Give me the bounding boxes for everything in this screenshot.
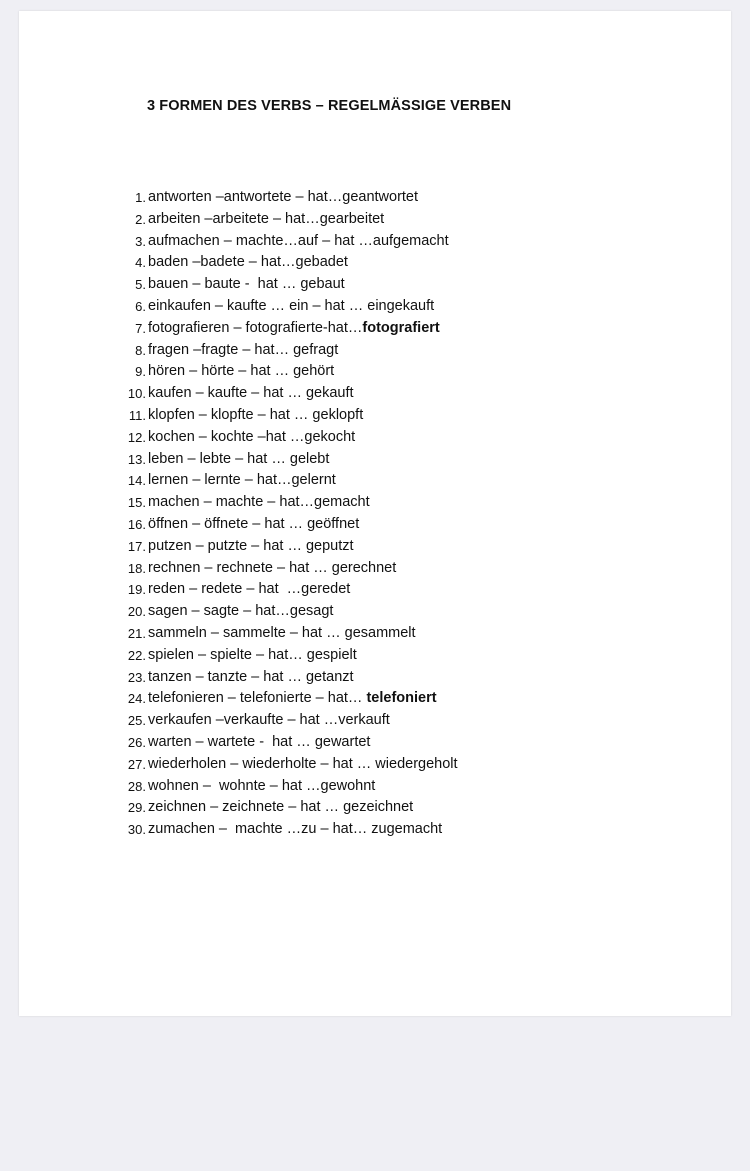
verb-forms: tanzen – tanzte – hat … getanzt bbox=[148, 668, 354, 685]
list-item-text bbox=[148, 754, 458, 776]
list-item-text bbox=[148, 187, 418, 209]
verb-list bbox=[114, 187, 458, 841]
verb-forms-bold: fotografiert bbox=[362, 319, 440, 336]
verb-forms: fotografieren – fotografierte-hat… bbox=[148, 319, 363, 336]
list-item-number: 17. bbox=[127, 538, 146, 554]
list-item-text bbox=[148, 209, 384, 231]
list-item bbox=[114, 601, 458, 623]
list-item-number: 21. bbox=[127, 625, 146, 641]
list-item-text bbox=[148, 449, 329, 471]
list-item-text bbox=[148, 514, 359, 536]
verb-forms: warten – wartete - hat … gewartet bbox=[148, 733, 371, 750]
list-item bbox=[114, 688, 458, 710]
list-item bbox=[114, 427, 458, 449]
list-item-text bbox=[148, 361, 334, 383]
list-item-number: 9. bbox=[135, 364, 146, 380]
verb-forms: hören – hörte – hat … gehört bbox=[148, 363, 335, 380]
document-title: 3 FORMEN DES VERBS – REGELMÄSSIGE VERBEN bbox=[147, 98, 512, 114]
list-item-number: 23. bbox=[127, 669, 146, 685]
list-item-text bbox=[148, 274, 345, 296]
list-item bbox=[114, 361, 458, 383]
verb-forms: öffnen – öffnete – hat … geöffnet bbox=[148, 515, 360, 532]
list-item bbox=[114, 579, 458, 601]
list-item bbox=[114, 667, 458, 689]
list-item-number: 16. bbox=[127, 516, 146, 532]
verb-forms: fragen –fragte – hat… gefragt bbox=[148, 341, 339, 358]
list-item bbox=[114, 492, 458, 514]
list-item-number: 26. bbox=[127, 734, 146, 750]
list-item bbox=[114, 187, 458, 209]
verb-forms: rechnen – rechnete – hat … gerechnet bbox=[148, 559, 397, 576]
verb-forms: zumachen – machte …zu – hat… zugemacht bbox=[148, 821, 443, 838]
verb-forms: arbeiten –arbeitete – hat…gearbeitet bbox=[148, 210, 385, 227]
list-item bbox=[114, 536, 458, 558]
list-item bbox=[114, 645, 458, 667]
verb-forms: leben – lebte – hat … gelebt bbox=[148, 450, 330, 467]
verb-forms: aufmachen – machte…auf – hat …aufgemacht bbox=[148, 232, 449, 249]
document-page bbox=[19, 11, 731, 1016]
list-item-number: 27. bbox=[127, 756, 146, 772]
verb-forms: baden –badete – hat…gebadet bbox=[148, 254, 348, 271]
verb-forms: lernen – lernte – hat…gelernt bbox=[148, 472, 336, 489]
list-item-number: 19. bbox=[127, 582, 146, 598]
list-item-text bbox=[148, 732, 370, 754]
verb-forms: klopfen – klopfte – hat … geklopft bbox=[148, 406, 364, 423]
list-item bbox=[114, 623, 458, 645]
verb-forms: verkaufen –verkaufte – hat …verkauft bbox=[148, 712, 390, 729]
list-item-text bbox=[148, 536, 354, 558]
list-item-text bbox=[148, 231, 449, 253]
list-item-number: 10. bbox=[127, 386, 146, 402]
list-item-number: 11. bbox=[128, 407, 146, 423]
list-item-number: 7. bbox=[135, 320, 146, 336]
list-item bbox=[114, 710, 458, 732]
list-item-text bbox=[148, 797, 413, 819]
list-item-text bbox=[148, 623, 416, 645]
list-item-text bbox=[148, 318, 440, 340]
list-item bbox=[114, 252, 458, 274]
list-item-number: 8. bbox=[135, 342, 146, 358]
verb-forms: sagen – sagte – hat…gesagt bbox=[148, 603, 334, 620]
list-item-number: 6. bbox=[135, 298, 146, 314]
list-item-number: 15. bbox=[127, 495, 146, 511]
list-item-number: 30. bbox=[127, 822, 146, 838]
list-item-number: 4. bbox=[135, 255, 146, 271]
list-item-number: 2. bbox=[135, 211, 146, 227]
verb-forms: kochen – kochte –hat …gekocht bbox=[148, 428, 356, 445]
list-item bbox=[114, 405, 458, 427]
list-item bbox=[114, 274, 458, 296]
list-item bbox=[114, 819, 458, 841]
verb-forms: spielen – spielte – hat… gespielt bbox=[148, 646, 357, 663]
list-item-text bbox=[148, 579, 350, 601]
verb-forms: einkaufen – kaufte … ein – hat … eingekauft bbox=[148, 297, 435, 314]
list-item-number: 24. bbox=[127, 691, 146, 707]
list-item bbox=[114, 797, 458, 819]
list-item-text bbox=[148, 667, 354, 689]
list-item-text bbox=[148, 558, 396, 580]
list-item-text bbox=[148, 252, 348, 274]
list-item bbox=[114, 209, 458, 231]
list-item bbox=[114, 470, 458, 492]
list-item-text bbox=[148, 405, 363, 427]
list-item-number: 29. bbox=[127, 800, 146, 816]
list-item bbox=[114, 231, 458, 253]
list-item-text bbox=[148, 383, 354, 405]
verb-forms: machen – machte – hat…gemacht bbox=[148, 494, 370, 511]
list-item-number: 28. bbox=[127, 778, 146, 794]
verb-forms-bold: telefoniert bbox=[366, 690, 437, 707]
list-item-number: 12. bbox=[127, 429, 146, 445]
list-item-text bbox=[148, 296, 434, 318]
list-item-text bbox=[148, 470, 336, 492]
verb-forms: reden – redete – hat …geredet bbox=[148, 581, 351, 598]
list-item-text bbox=[148, 645, 357, 667]
list-item bbox=[114, 558, 458, 580]
list-item-text bbox=[148, 819, 442, 841]
verb-forms: wiederholen – wiederholte – hat … wiedergeholt bbox=[148, 755, 458, 772]
verb-forms: zeichnen – zeichnete – hat … gezeichnet bbox=[148, 799, 414, 816]
list-item-number: 3. bbox=[135, 233, 146, 249]
list-item bbox=[114, 754, 458, 776]
list-item-number: 22. bbox=[127, 647, 146, 663]
list-item-text bbox=[148, 492, 370, 514]
list-item-number: 5. bbox=[135, 277, 146, 293]
verb-forms: telefonieren – telefonierte – hat… bbox=[148, 690, 367, 707]
list-item-text bbox=[148, 688, 437, 710]
list-item bbox=[114, 514, 458, 536]
list-item bbox=[114, 449, 458, 471]
list-item-text bbox=[148, 776, 375, 798]
list-item-number: 14. bbox=[127, 473, 146, 489]
list-item-number: 20. bbox=[127, 604, 146, 620]
verb-forms: sammeln – sammelte – hat … gesammelt bbox=[148, 624, 416, 641]
list-item-number: 25. bbox=[127, 713, 146, 729]
list-item bbox=[114, 732, 458, 754]
verb-forms: kaufen – kaufte – hat … gekauft bbox=[148, 385, 354, 402]
verb-forms: putzen – putzte – hat … geputzt bbox=[148, 537, 354, 554]
verb-forms: antworten –antwortete – hat…geantwortet bbox=[148, 189, 419, 205]
verb-forms: wohnen – wohnte – hat …gewohnt bbox=[148, 777, 376, 794]
list-item-text bbox=[148, 710, 390, 732]
list-item bbox=[114, 318, 458, 340]
list-item-number: 18. bbox=[127, 560, 146, 576]
list-item-text bbox=[148, 340, 338, 362]
list-item bbox=[114, 776, 458, 798]
verb-forms: bauen – baute - hat … gebaut bbox=[148, 276, 345, 293]
list-item-number: 1. bbox=[135, 190, 146, 205]
list-item-text bbox=[148, 427, 355, 449]
list-item bbox=[114, 383, 458, 405]
list-item-text bbox=[148, 601, 333, 623]
list-item bbox=[114, 296, 458, 318]
list-item bbox=[114, 340, 458, 362]
list-item-number: 13. bbox=[127, 451, 146, 467]
